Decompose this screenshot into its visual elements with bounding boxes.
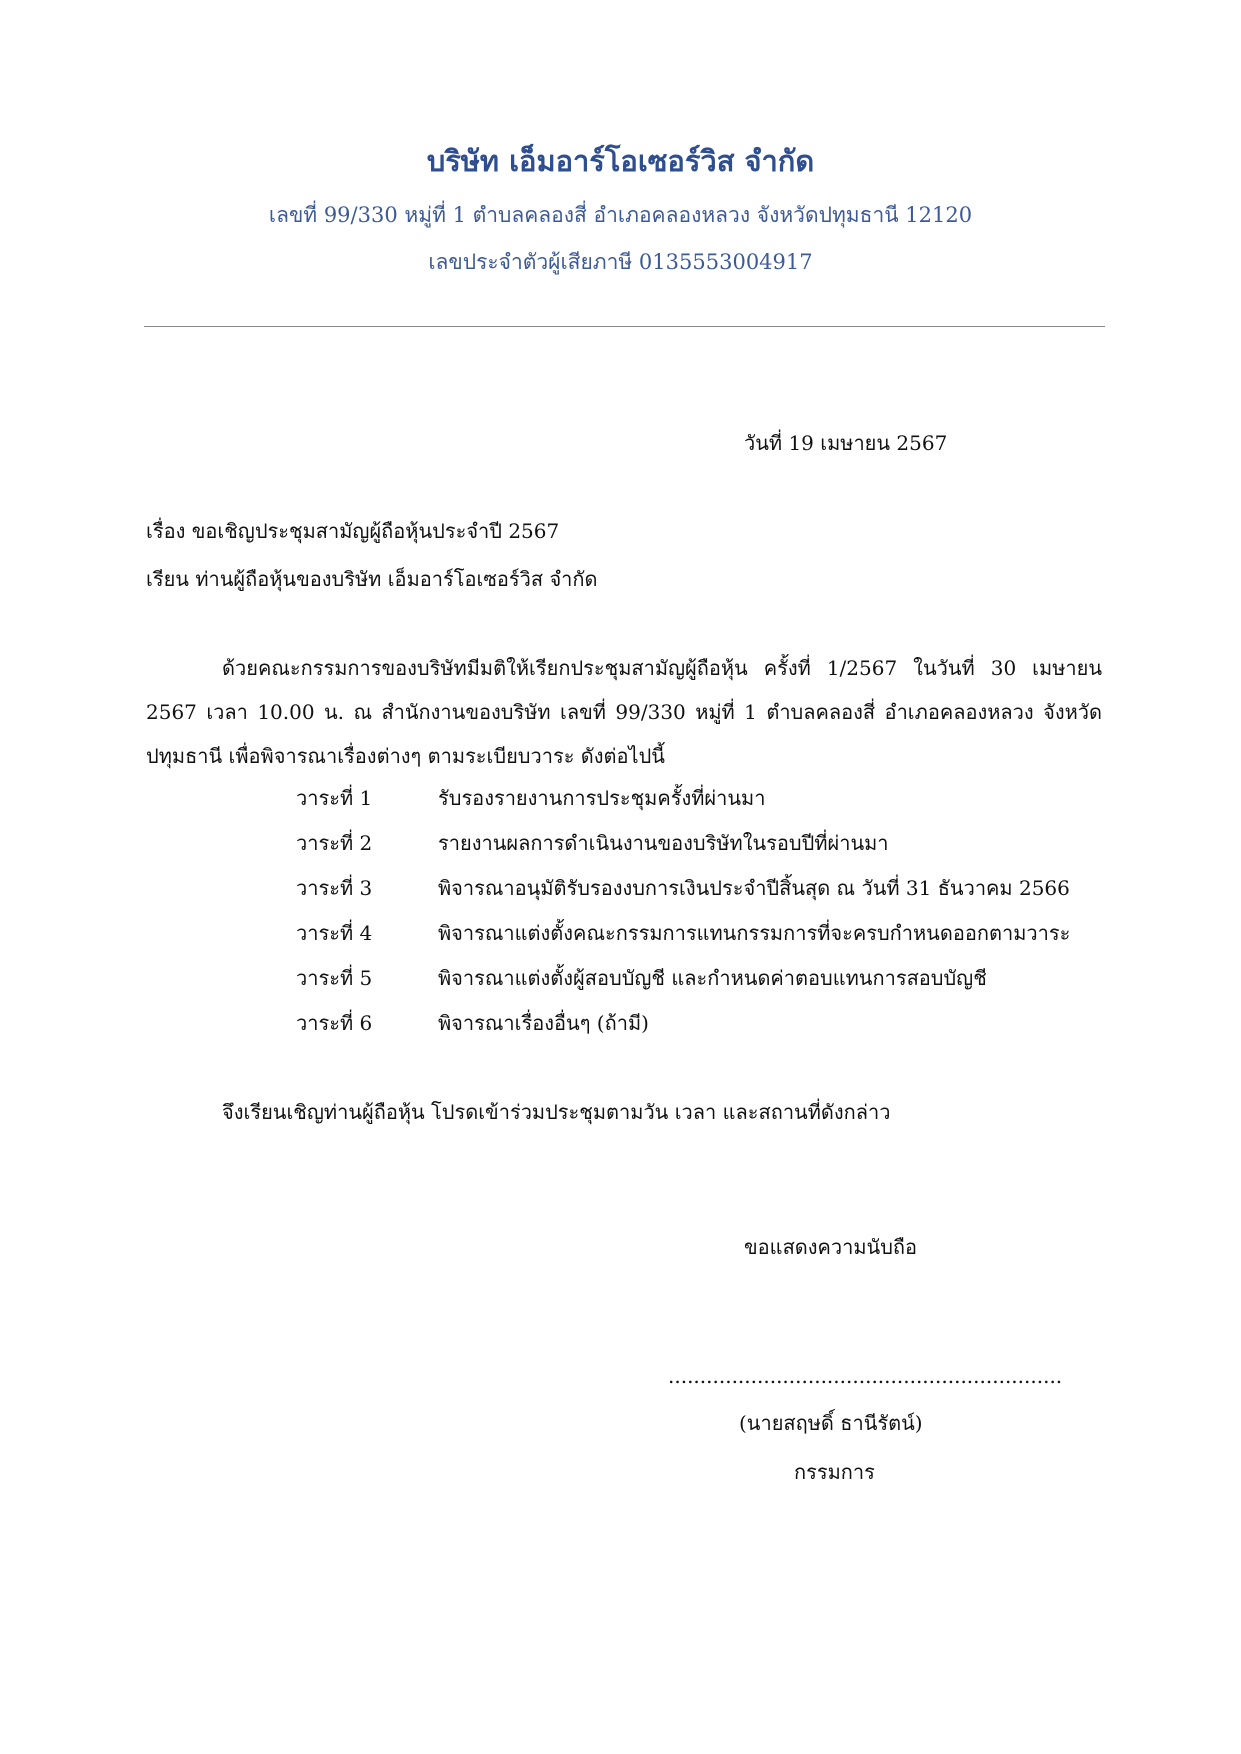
agenda-text: พิจารณาเรื่องอื่นๆ (ถ้ามี) bbox=[438, 1011, 649, 1035]
agenda-number: วาระที่ 2 bbox=[296, 831, 373, 855]
agenda-number: วาระที่ 6 bbox=[296, 1011, 373, 1035]
body-paragraph bbox=[146, 646, 1102, 778]
closing-sentence: จึงเรียนเชิญท่านผู้ถือหุ้น โปรดเข้าร่วมประชุมตามวัน เวลา และสถานที่ดังกล่าว bbox=[222, 1100, 891, 1124]
agenda-text: รับรองรายงานการประชุมครั้งที่ผ่านมา bbox=[438, 786, 766, 810]
agenda-text: พิจารณาแต่งตั้งคณะกรรมการแทนกรรมการที่จะครบกำหนดออกตามวาระ bbox=[438, 921, 1071, 945]
agenda-number: วาระที่ 3 bbox=[296, 876, 373, 900]
letter-date: วันที่ 19 เมษายน 2567 bbox=[744, 431, 948, 455]
company-tax-id: เลขประจำตัวผู้เสียภาษี 0135553004917 bbox=[428, 250, 813, 274]
agenda-item bbox=[296, 1001, 1070, 1046]
agenda-text: รายงานผลการดำเนินงานของบริษัทในรอบปีที่ผ่านมา bbox=[438, 831, 889, 855]
paragraph-line: ปทุมธานี เพื่อพิจารณาเรื่องต่างๆ ตามระเบียบวาระ ดังต่อไปนี้ bbox=[146, 744, 665, 768]
letter-recipient: เรียน ท่านผู้ถือหุ้นของบริษัท เอ็มอาร์โอเซอร์วิส จำกัด bbox=[146, 567, 598, 591]
letter-subject: เรื่อง ขอเชิญประชุมสามัญผู้ถือหุ้นประจำปี 2567 bbox=[146, 519, 560, 543]
agenda-item bbox=[296, 776, 1070, 821]
agenda-list bbox=[296, 776, 1070, 1046]
company-name: บริษัท เอ็มอาร์โอเซอร์วิส จำกัด bbox=[426, 144, 815, 178]
agenda-text: พิจารณาแต่งตั้งผู้สอบบัญชี และกำหนดค่าตอบแทนการสอบบัญชี bbox=[438, 966, 987, 990]
agenda-number: วาระที่ 4 bbox=[296, 921, 373, 945]
agenda-text: พิจารณาอนุมัติรับรองงบการเงินประจำปีสิ้นสุด ณ วันที่ 31 ธันวาคม 2566 bbox=[438, 876, 1070, 900]
paragraph-line: 2567 เวลา 10.00 น. ณ สำนักงานของบริษัท เลขที่ 99/330 หมู่ที่ 1 ตำบลคลองสี่ อำเภอคลองหลวง จังหวัด bbox=[146, 700, 1102, 724]
header-divider bbox=[144, 326, 1105, 327]
complimentary-close: ขอแสดงความนับถือ bbox=[744, 1235, 918, 1259]
agenda-number: วาระที่ 5 bbox=[296, 966, 373, 990]
signer-title: กรรมการ bbox=[794, 1460, 875, 1484]
agenda-item bbox=[296, 911, 1070, 956]
agenda-item bbox=[296, 866, 1070, 911]
company-address: เลขที่ 99/330 หมู่ที่ 1 ตำบลคลองสี่ อำเภอคลองหลวง จังหวัดปทุมธานี 12120 bbox=[268, 203, 973, 227]
paragraph-line: ด้วยคณะกรรมการของบริษัทมีมติให้เรียกประชุมสามัญผู้ถือหุ้น ครั้งที่ 1/2567 ในวันที่ 30 เมษายน bbox=[222, 656, 1102, 680]
agenda-number: วาระที่ 1 bbox=[296, 786, 373, 810]
signer-name: (นายสฤษดิ์ ธานีรัตน์) bbox=[739, 1411, 923, 1435]
signature-line: .............................................................. bbox=[668, 1364, 1063, 1388]
agenda-item bbox=[296, 956, 1070, 1001]
agenda-item bbox=[296, 821, 1070, 866]
